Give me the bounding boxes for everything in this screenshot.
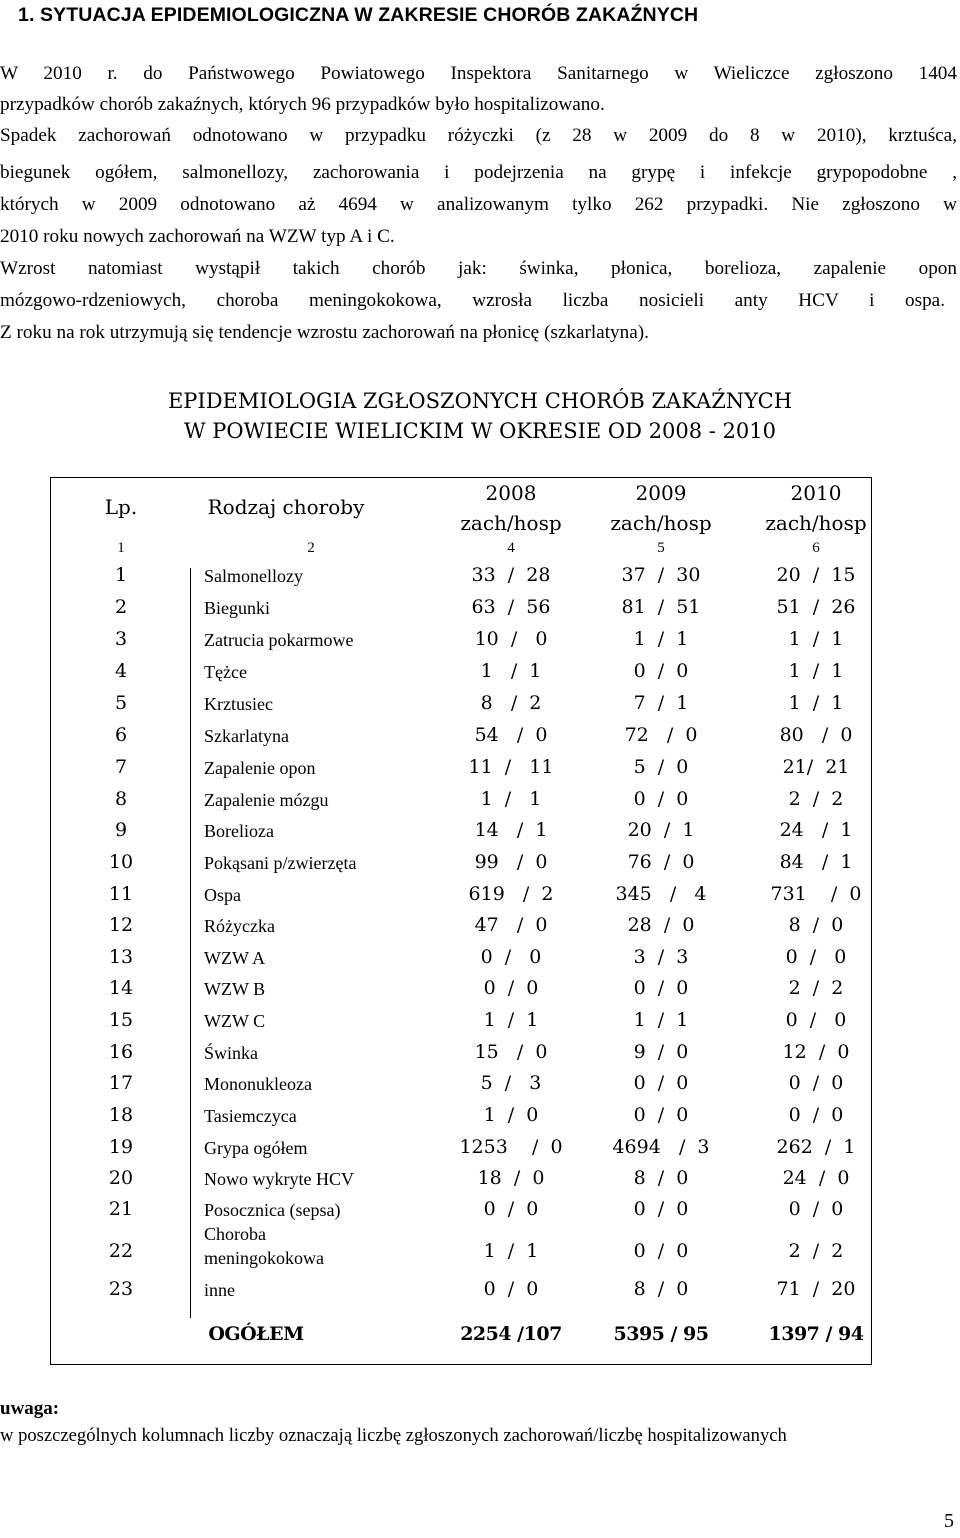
row-value-2009: 72 / 0 [624,724,698,746]
row-value-2009: 0 / 0 [633,977,689,999]
row-value-2008: 99 / 0 [474,851,548,873]
row-lp: 12 [108,914,134,936]
row-lp: 8 [114,788,128,810]
row-value-2009: 5 / 0 [633,756,689,778]
column-number: 4 [507,540,515,556]
column-number: 1 [117,540,125,556]
row-lp: 10 [108,851,134,873]
row-value-2008: 11 / 11 [468,756,554,778]
row-disease-name-line: meningokokowa [204,1248,324,1268]
header-disease: Rodzaj choroby [207,495,365,519]
row-value-2008: 1 / 1 [483,1009,539,1031]
row-value-2009: 3 / 3 [633,946,689,968]
header-sub-2010: zach/hosp [765,511,867,535]
row-value-2008: 1 / 1 [483,1240,539,1262]
row-lp: 3 [114,628,128,650]
row-value-2010: 8 / 0 [788,914,844,936]
row-value-2009: 0 / 0 [633,660,689,682]
header-year-2009: 2009 [635,481,687,505]
row-value-2009: 76 / 0 [627,851,695,873]
row-disease-name: Zatrucia pokarmowe [204,630,354,650]
header-year-2010: 2010 [790,481,842,505]
row-value-2010: 0 / 0 [788,1072,844,1094]
row-disease-name: Salmonellozy [204,566,303,586]
header-year-2008: 2008 [485,481,537,505]
row-disease-name [204,1222,324,1270]
epidemiology-table [50,477,872,1365]
row-value-2008: 1 / 0 [483,1104,539,1126]
section-heading: 1. SYTUACJA EPIDEMIOLOGICZNA W ZAKRESIE CHORÓB ZAKAŹNYCH [18,4,699,26]
row-value-2008: 0 / 0 [483,977,539,999]
row-value-2010: 0 / 0 [785,1009,847,1031]
row-value-2010: 71 / 20 [776,1278,856,1300]
row-value-2010: 2 / 2 [788,977,844,999]
row-lp: 2 [114,596,128,618]
row-disease-name: Tasiemczyca [204,1106,297,1126]
row-lp: 18 [108,1104,134,1126]
row-value-2009: 1 / 1 [633,628,689,650]
row-value-2010: 1 / 1 [788,660,844,682]
row-value-2010: 0 / 0 [785,946,847,968]
row-value-2010: 80 / 0 [779,724,853,746]
row-value-2010: 51 / 26 [776,596,856,618]
row-disease-name: Borelioza [204,821,274,841]
column-number: 6 [812,540,820,556]
row-disease-name-line: Choroba [204,1224,266,1244]
row-value-2009: 81 / 51 [621,596,701,618]
row-value-2008: 619 / 2 [468,883,554,905]
row-value-2009: 20 / 1 [627,819,695,841]
row-lp: 6 [114,724,128,746]
row-value-2008: 5 / 3 [480,1072,542,1094]
row-disease-name: Grypa ogółem [204,1138,308,1158]
row-value-2009: 0 / 0 [633,1072,689,1094]
row-value-2008: 54 / 0 [474,724,548,746]
table-title-line-1: EPIDEMIOLOGIA ZGŁOSZONYCH CHORÓB ZAKAŹNYCH [167,389,793,413]
row-value-2008: 15 / 0 [474,1041,548,1063]
row-disease-name: Biegunki [204,598,270,618]
row-disease-name: Zapalenie mózgu [204,790,329,810]
paragraph-line: 2010 roku nowych zachorowań na WZW typ A i C. [0,226,395,247]
paragraph-line: mózgowo-rdzeniowych, choroba meningokokowa, wzrosła liczba nosicieli anty HCV i ospa. [0,290,945,311]
row-value-2009: 9 / 0 [633,1041,689,1063]
row-lp: 13 [108,946,134,968]
column-number: 2 [307,540,315,556]
row-value-2010: 24 / 1 [779,819,853,841]
row-disease-name: WZW A [204,948,266,968]
row-value-2008: 1253 / 0 [459,1136,563,1158]
row-value-2009: 28 / 0 [627,914,695,936]
row-disease-name: Szkarlatyna [204,726,289,746]
row-disease-name: WZW C [204,1011,266,1031]
row-value-2010: 20 / 15 [776,564,856,586]
row-lp: 1 [114,564,128,586]
paragraph-line: Wzrost natomiast wystąpił takich chorób jak: świnka, płonica, borelioza, zapalenie opon [0,258,957,279]
row-value-2009: 345 / 4 [615,883,707,905]
row-lp: 11 [108,883,134,905]
paragraph-line: Spadek zachorowań odnotowano w przypadku różyczki (z 28 w 2009 do 8 w 2010), krztuśca, [0,125,957,146]
row-lp: 7 [114,756,128,778]
paragraph-line: których w 2009 odnotowano aż 4694 w analizowanym tylko 262 przypadki. Nie zgłoszono w [0,194,957,215]
note-text: w poszczególnych kolumnach liczby oznaczają liczbę zgłoszonych zachorowań/liczbę hospitalizowanych [0,1425,787,1446]
row-disease-name: Nowo wykryte HCV [204,1169,354,1189]
row-value-2010: 84 / 1 [779,851,853,873]
paragraph-line: Z roku na rok utrzymują się tendencje wzrostu zachorowań na płonicę (szkarlatyna). [0,322,649,343]
row-value-2009: 0 / 0 [633,1240,689,1262]
row-value-2010: 2 / 2 [788,788,844,810]
row-value-2008: 10 / 0 [474,628,548,650]
row-disease-name: WZW B [204,979,266,999]
row-disease-name: Posocznica (sepsa) [204,1200,341,1220]
row-value-2008: 0 / 0 [483,1278,539,1300]
row-disease-name: Zapalenie opon [204,758,316,778]
row-disease-name: Ospa [204,885,241,905]
row-value-2008: 47 / 0 [474,914,548,936]
row-disease-name: Różyczka [204,916,275,936]
row-disease-name: Świnka [204,1043,258,1063]
row-value-2008: 0 / 0 [480,946,542,968]
row-lp: 9 [114,819,128,841]
row-lp: 22 [108,1240,134,1262]
table-title-line-2: W POWIECIE WIELICKIM W OKRESIE OD 2008 - 2010 [184,419,776,443]
paragraph-line: biegunek ogółem, salmonellozy, zachorowania i podejrzenia na grypę i infekcje grypopodobne , [0,162,957,183]
row-lp: 17 [108,1072,134,1094]
row-value-2008: 18 / 0 [477,1167,545,1189]
row-value-2010: 262 / 1 [776,1136,856,1158]
row-value-2010: 0 / 0 [788,1104,844,1126]
row-value-2008: 1 / 1 [480,788,542,810]
row-value-2009: 4694 / 3 [612,1136,710,1158]
row-lp: 4 [114,660,128,682]
row-value-2009: 8 / 0 [633,1167,689,1189]
total-2010: 1397 / 94 [768,1323,864,1345]
row-lp: 5 [114,692,128,714]
row-value-2008: 14 / 1 [474,819,548,841]
row-value-2010: 2 / 2 [788,1240,844,1262]
row-lp: 19 [108,1136,134,1158]
row-value-2010: 24 / 0 [782,1167,850,1189]
row-value-2008: 0 / 0 [483,1198,539,1220]
row-disease-name: Krztusiec [204,694,273,714]
row-value-2009: 0 / 0 [633,1104,689,1126]
row-value-2010: 1 / 1 [788,692,844,714]
header-sub-2008: zach/hosp [460,511,562,535]
row-disease-name: Pokąsani p/zwierzęta [204,853,357,873]
row-lp: 21 [108,1198,134,1220]
paragraph-line: W 2010 r. do Państwowego Powiatowego Inspektora Sanitarnego w Wieliczce zgłoszono 1404 [0,63,957,84]
row-disease-name: Mononukleoza [204,1074,312,1094]
page-number: 5 [944,1510,954,1532]
column-number: 5 [657,540,665,556]
row-value-2008: 63 / 56 [471,596,551,618]
row-lp: 16 [108,1041,134,1063]
row-value-2009: 0 / 0 [633,1198,689,1220]
row-value-2010: 731 / 0 [770,883,862,905]
row-value-2009: 0 / 0 [633,788,689,810]
total-2009: 5395 / 95 [613,1323,709,1345]
row-value-2008: 33 / 28 [471,564,551,586]
row-disease-name: Tężce [204,662,247,682]
row-value-2010: 1 / 1 [788,628,844,650]
row-value-2009: 7 / 1 [633,692,689,714]
header-lp: Lp. [104,495,138,519]
row-value-2009: 37 / 30 [621,564,701,586]
row-value-2010: 12 / 0 [782,1041,850,1063]
total-label: OGÓŁEM [208,1323,304,1345]
row-lp: 20 [108,1167,134,1189]
row-lp: 23 [108,1278,134,1300]
row-value-2008: 1 / 1 [480,660,542,682]
row-lp: 14 [108,977,134,999]
row-value-2010: 0 / 0 [788,1198,844,1220]
header-sub-2009: zach/hosp [610,511,712,535]
row-value-2009: 8 / 0 [633,1278,689,1300]
total-2008: 2254 /107 [460,1323,562,1345]
note-title: uwaga: [0,1398,60,1419]
paragraph-line: przypadków chorób zakaźnych, których 96 przypadków było hospitalizowano. [0,94,605,115]
row-value-2010: 21/ 21 [782,756,850,778]
row-disease-name: inne [204,1280,235,1300]
row-value-2008: 8 / 2 [480,692,542,714]
row-value-2009: 1 / 1 [633,1009,689,1031]
row-lp: 15 [108,1009,134,1031]
